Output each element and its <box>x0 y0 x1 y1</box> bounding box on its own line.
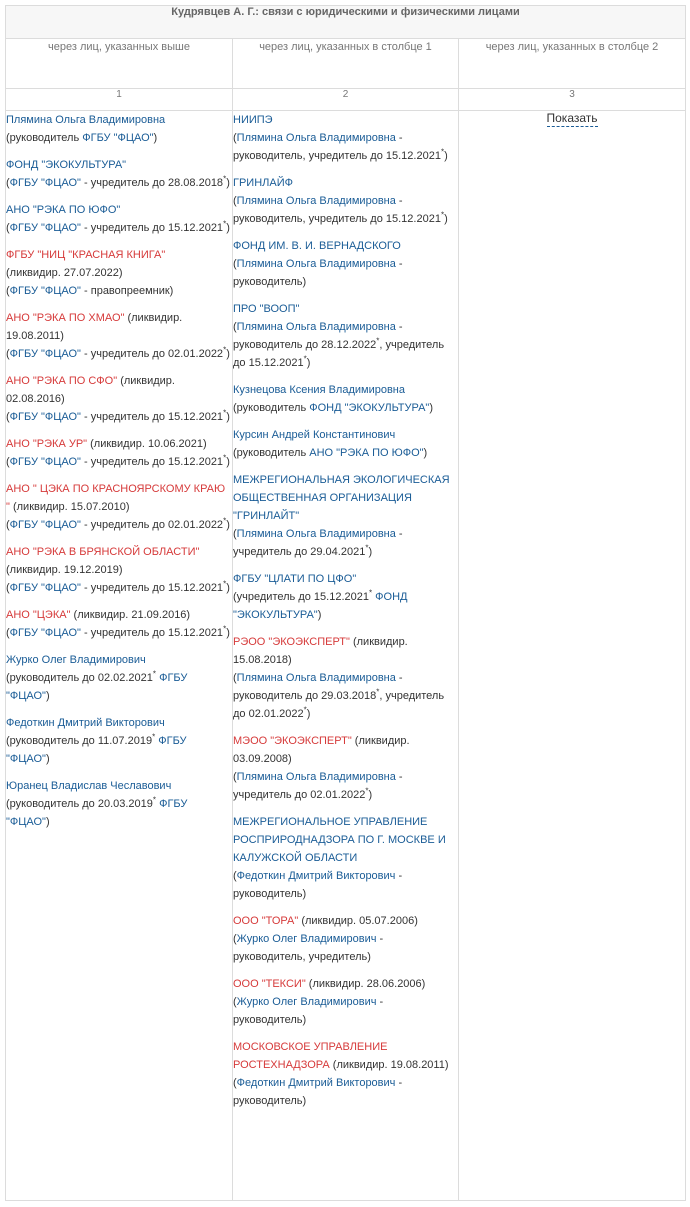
related-entity-link[interactable]: Плямина Ольга Владимировна <box>236 528 396 540</box>
list-item <box>233 471 458 561</box>
list-item <box>6 651 232 705</box>
entity-link[interactable]: Журко Олег Владимирович <box>6 654 146 666</box>
list-item <box>233 813 458 903</box>
column-1-list <box>6 111 233 1201</box>
footnote-mark: * <box>223 408 227 418</box>
relation-text: ( <box>233 672 237 684</box>
column-3-cell <box>459 111 686 1201</box>
relation-text: ) <box>226 348 230 360</box>
relation-text: ( <box>233 996 237 1008</box>
list-item <box>6 156 232 192</box>
related-entity-link[interactable]: Федоткин Дмитрий Викторович <box>236 1077 396 1089</box>
related-entity-link[interactable]: Журко Олег Владимирович <box>236 933 377 945</box>
relation-text: ( <box>6 177 10 189</box>
column-header-3: через лиц, указанных в столбце 2 <box>459 39 686 89</box>
entity-link[interactable]: ПРО "ВООП" <box>233 303 300 315</box>
related-entity-link[interactable]: Плямина Ольга Владимировна <box>236 132 396 144</box>
relation-text: (ликвидир. 15.08.2018) <box>233 636 408 666</box>
footnote-mark: * <box>223 219 227 229</box>
related-entity-link[interactable]: ФГБУ "ФЦАО" <box>9 348 81 360</box>
relation-text: ) <box>226 177 230 189</box>
relation-text: ) <box>153 132 158 144</box>
entity-link[interactable]: Юранец Владислав Чеславович <box>6 780 172 792</box>
relation-text: ) <box>226 456 230 468</box>
relation-text: - учредитель до 02.01.2022 <box>80 348 224 360</box>
list-item <box>233 237 458 291</box>
related-entity-link[interactable]: Журко Олег Владимирович <box>236 996 377 1008</box>
entity-link[interactable]: АНО "РЭКА УР" <box>6 438 88 450</box>
relation-text: - руководитель) <box>233 996 384 1026</box>
relation-text: (руководитель <box>233 402 310 414</box>
related-entity-link[interactable]: ФГБУ "ФЦАО" <box>9 582 81 594</box>
entity-link[interactable]: Плямина Ольга Владимировна <box>6 114 166 126</box>
relation-text: ) <box>226 519 230 531</box>
relation-text: - учредитель до 29.04.2021 <box>233 528 403 558</box>
entity-link[interactable]: Курсин Андрей Константинович <box>233 429 396 441</box>
entity-link[interactable]: ФГБУ "ЦЛАТИ ПО ЦФО" <box>233 573 357 585</box>
relation-text: - учредитель до 15.12.2021 <box>80 222 224 234</box>
relation-text: ) <box>45 690 50 702</box>
footnote-mark: * <box>365 786 369 796</box>
relation-text: - руководитель до 29.03.2018 <box>233 672 403 702</box>
relation-text: ( <box>6 456 10 468</box>
entity-link[interactable]: ГРИНЛАЙФ <box>233 177 293 189</box>
entity-link[interactable]: РЭОО "ЭКОЭКСПЕРТ" <box>233 636 350 648</box>
relation-text: ) <box>226 627 230 639</box>
column-2-list <box>233 111 459 1201</box>
relation-text: (руководитель <box>233 447 310 459</box>
relation-text: - учредитель до 15.12.2021 <box>80 411 224 423</box>
relation-text: ( <box>233 321 237 333</box>
relation-text: ) <box>306 357 311 369</box>
footnote-mark: * <box>376 687 380 697</box>
relation-text: ( <box>233 132 237 144</box>
relation-text: ) <box>368 546 373 558</box>
entity-link[interactable]: НИИПЭ <box>233 114 273 126</box>
relation-text: - учредитель до 15.12.2021 <box>80 456 224 468</box>
relation-text: (ликвидир. 03.09.2008) <box>233 735 410 765</box>
relation-text: (ликвидир. 28.06.2006) <box>305 978 426 990</box>
list-item <box>233 633 458 723</box>
list-item <box>233 300 458 372</box>
entity-link[interactable]: ООО "ТЕКСИ" <box>233 978 306 990</box>
relation-text: ) <box>429 402 433 414</box>
entity-link[interactable]: АНО " ЦЭКА ПО КРАСНОЯРСКОМУ КРАЮ " <box>6 483 226 513</box>
relation-text: - руководитель, учредитель до 15.12.2021 <box>233 132 441 162</box>
relation-text: - руководитель) <box>233 1077 403 1107</box>
footnote-mark: * <box>440 147 445 157</box>
list-item <box>233 1038 458 1110</box>
related-entity-link[interactable]: Плямина Ольга Владимировна <box>236 258 396 270</box>
list-item <box>233 174 458 228</box>
related-entity-link[interactable]: Плямина Ольга Владимировна <box>236 771 396 783</box>
relation-text: (ликвидир. 15.07.2010) <box>9 501 130 513</box>
relation-text: (ликвидир. 27.07.2022) <box>6 267 123 279</box>
entity-link[interactable]: АНО "РЭКА ПО СФО" <box>6 375 118 387</box>
entity-link[interactable]: Федоткин Дмитрий Викторович <box>6 717 165 729</box>
relations-table <box>5 5 686 1201</box>
relation-text: - учредитель до 02.01.2022 <box>80 519 224 531</box>
relation-text: - руководитель, учредитель до 15.12.2021 <box>233 195 441 225</box>
column-number-3: 3 <box>459 89 686 111</box>
relation-text: - учредитель до 28.08.2018 <box>80 177 224 189</box>
list-item <box>6 372 232 426</box>
list-item <box>6 111 232 147</box>
entity-link[interactable]: АНО "РЭКА ПО ЮФО" <box>6 204 121 216</box>
relation-text: ( <box>6 411 10 423</box>
relation-text: ) <box>317 609 322 621</box>
related-entity-link[interactable]: ФГБУ "ФЦАО" <box>6 672 188 702</box>
relation-text: ( <box>233 933 237 945</box>
related-entity-link[interactable]: ФОНД "ЭКОКУЛЬТУРА" <box>309 402 430 414</box>
entity-link[interactable]: АНО "ЦЭКА" <box>6 609 71 621</box>
related-entity-link[interactable]: ФГБУ "ФЦАО" <box>6 735 187 765</box>
related-entity-link[interactable]: ФГБУ "ФЦАО" <box>9 222 81 234</box>
relation-text: ) <box>45 816 50 828</box>
relation-text: ) <box>45 753 50 765</box>
related-entity-link[interactable]: ФГБУ "ФЦАО" <box>9 177 81 189</box>
relation-text: - руководитель) <box>233 870 403 900</box>
related-entity-link[interactable]: ФГБУ "ФЦАО" <box>6 798 188 828</box>
relation-text: - учредитель до 15.12.2021 <box>80 582 224 594</box>
list-item <box>233 426 458 462</box>
related-entity-link[interactable]: ФГБУ "ФЦАО" <box>9 411 81 423</box>
column-number-1: 1 <box>6 89 233 111</box>
list-item <box>233 732 458 804</box>
relation-text: , учредитель до 15.12.2021 <box>233 339 445 369</box>
footnote-mark: * <box>368 588 373 598</box>
relation-text: ) <box>226 582 230 594</box>
relation-text: (ликвидир. 21.09.2016) <box>70 609 191 621</box>
relation-text: ( <box>233 258 237 270</box>
relation-text: ( <box>6 222 10 234</box>
relation-text: (ликвидир. 19.08.2011) <box>329 1059 449 1071</box>
related-entity-link[interactable]: ФОНД "ЭКОКУЛЬТУРА" <box>233 591 408 621</box>
relation-text: ( <box>6 285 10 297</box>
footnote-mark: * <box>152 669 157 679</box>
relation-text: ) <box>368 789 373 801</box>
relation-text: ) <box>306 708 311 720</box>
related-entity-link[interactable]: Плямина Ольга Владимировна <box>236 672 396 684</box>
entity-link[interactable]: ФОНД ИМ. В. И. ВЕРНАДСКОГО <box>233 240 401 252</box>
list-item <box>6 435 232 471</box>
list-item <box>233 912 458 966</box>
relation-text: ) <box>444 150 448 162</box>
relation-text: - учредитель до 02.01.2022 <box>233 771 403 801</box>
list-item <box>233 570 458 624</box>
list-item <box>6 777 232 831</box>
relation-text: ) <box>444 213 448 225</box>
entity-link[interactable]: ООО "ТОРА" <box>233 915 299 927</box>
related-entity-link[interactable]: ФГБУ "ФЦАО" <box>9 285 81 297</box>
related-entity-link[interactable]: АНО "РЭКА ПО ЮФО" <box>309 447 424 459</box>
entity-link[interactable]: ФОНД "ЭКОКУЛЬТУРА" <box>6 159 127 171</box>
list-item <box>6 606 232 642</box>
footnote-mark: * <box>223 174 227 184</box>
related-entity-link[interactable]: ФГБУ "ФЦАО" <box>82 132 154 144</box>
relation-text: ) <box>226 222 230 234</box>
relation-text: (руководитель до 11.07.2019 <box>6 735 153 747</box>
footnote-mark: * <box>303 354 307 364</box>
entity-link[interactable]: МЕЖРЕГИОНАЛЬНОЕ УПРАВЛЕНИЕ РОСПРИРОДНАДЗОРА ПО Г. МОСКВЕ И КАЛУЖСКОЙ ОБЛАСТИ <box>233 816 446 864</box>
list-item <box>6 309 232 363</box>
related-entity-link[interactable]: Плямина Ольга Владимировна <box>236 195 396 207</box>
footnote-mark: * <box>440 210 445 220</box>
show-button[interactable]: Показать <box>546 111 598 125</box>
footnote-mark: * <box>223 345 227 355</box>
related-entity-link[interactable]: ФГБУ "ФЦАО" <box>9 456 81 468</box>
footnote-mark: * <box>152 795 157 805</box>
relation-text: - руководитель, учредитель) <box>233 933 384 963</box>
relation-text: - правопреемник) <box>80 285 174 297</box>
list-item <box>233 381 458 417</box>
entity-link[interactable]: Кузнецова Ксения Владимировна <box>233 384 406 396</box>
related-entity-link[interactable]: Плямина Ольга Владимировна <box>236 321 396 333</box>
relation-text: (ликвидир. 05.07.2006) <box>298 915 418 927</box>
relation-text: - учредитель до 15.12.2021 <box>80 627 224 639</box>
entity-link[interactable]: ФГБУ "НИЦ "КРАСНАЯ КНИГА" <box>6 249 166 261</box>
relation-text: ( <box>6 348 10 360</box>
relation-text: (учредитель до 15.12.2021 <box>233 591 369 603</box>
entity-link[interactable]: МЭОО "ЭКОЭКСПЕРТ" <box>233 735 352 747</box>
related-entity-link[interactable]: ФГБУ "ФЦАО" <box>9 627 81 639</box>
relation-text: - руководитель до 28.12.2022 <box>233 321 403 351</box>
footnote-mark: * <box>223 579 227 589</box>
list-item <box>6 201 232 237</box>
relation-text: (руководитель до 02.02.2021 <box>6 672 153 684</box>
footnote-mark: * <box>303 705 307 715</box>
relation-text: ( <box>233 870 237 882</box>
footnote-mark: * <box>376 336 380 346</box>
relation-text: ) <box>423 447 428 459</box>
relation-text: ( <box>233 528 237 540</box>
column-number-2: 2 <box>233 89 459 111</box>
footnote-mark: * <box>365 543 369 553</box>
relation-text: ( <box>233 1077 237 1089</box>
entity-link[interactable]: МОСКОВСКОЕ УПРАВЛЕНИЕ РОСТЕХНАДЗОРА <box>233 1041 388 1071</box>
relation-text: ( <box>6 627 10 639</box>
entity-link[interactable]: АНО "РЭКА ПО ХМАО" <box>6 312 125 324</box>
relation-text: ( <box>233 771 237 783</box>
relation-text: - руководитель) <box>233 258 403 288</box>
related-entity-link[interactable]: Федоткин Дмитрий Викторович <box>236 870 396 882</box>
relation-text: ) <box>226 411 230 423</box>
list-item <box>233 975 458 1029</box>
relation-text: (ликвидир. 19.08.2011) <box>6 312 183 342</box>
footnote-mark: * <box>223 516 227 526</box>
relation-text: (руководитель до 20.03.2019 <box>6 798 153 810</box>
column-header-2: через лиц, указанных в столбце 1 <box>233 39 459 89</box>
table-title: Кудрявцев А. Г.: связи с юридическими и физическими лицами <box>6 6 686 39</box>
relation-text: (ликвидир. 19.12.2019) <box>6 564 123 576</box>
relation-text: , учредитель до 02.01.2022 <box>233 690 445 720</box>
list-item <box>6 714 232 768</box>
list-item <box>6 543 232 597</box>
list-item <box>233 111 458 165</box>
related-entity-link[interactable]: ФГБУ "ФЦАО" <box>9 519 81 531</box>
column-header-1: через лиц, указанных выше <box>6 39 233 89</box>
footnote-mark: * <box>223 453 227 463</box>
list-item <box>6 246 232 300</box>
relation-text: (ликвидир. 10.06.2021) <box>87 438 207 450</box>
footnote-mark: * <box>152 732 156 742</box>
footnote-mark: * <box>223 624 227 634</box>
relation-text: (ликвидир. 02.08.2016) <box>6 375 175 405</box>
list-item <box>6 480 232 534</box>
relation-text: (руководитель <box>6 132 83 144</box>
relation-text: ( <box>6 582 10 594</box>
relation-text: ( <box>6 519 10 531</box>
relation-text: ( <box>233 195 237 207</box>
entity-link[interactable]: МЕЖРЕГИОНАЛЬНАЯ ЭКОЛОГИЧЕСКАЯ ОБЩЕСТВЕННАЯ ОРГАНИЗАЦИЯ "ГРИНЛАЙТ" <box>233 474 450 522</box>
entity-link[interactable]: АНО "РЭКА В БРЯНСКОЙ ОБЛАСТИ" <box>6 546 200 558</box>
